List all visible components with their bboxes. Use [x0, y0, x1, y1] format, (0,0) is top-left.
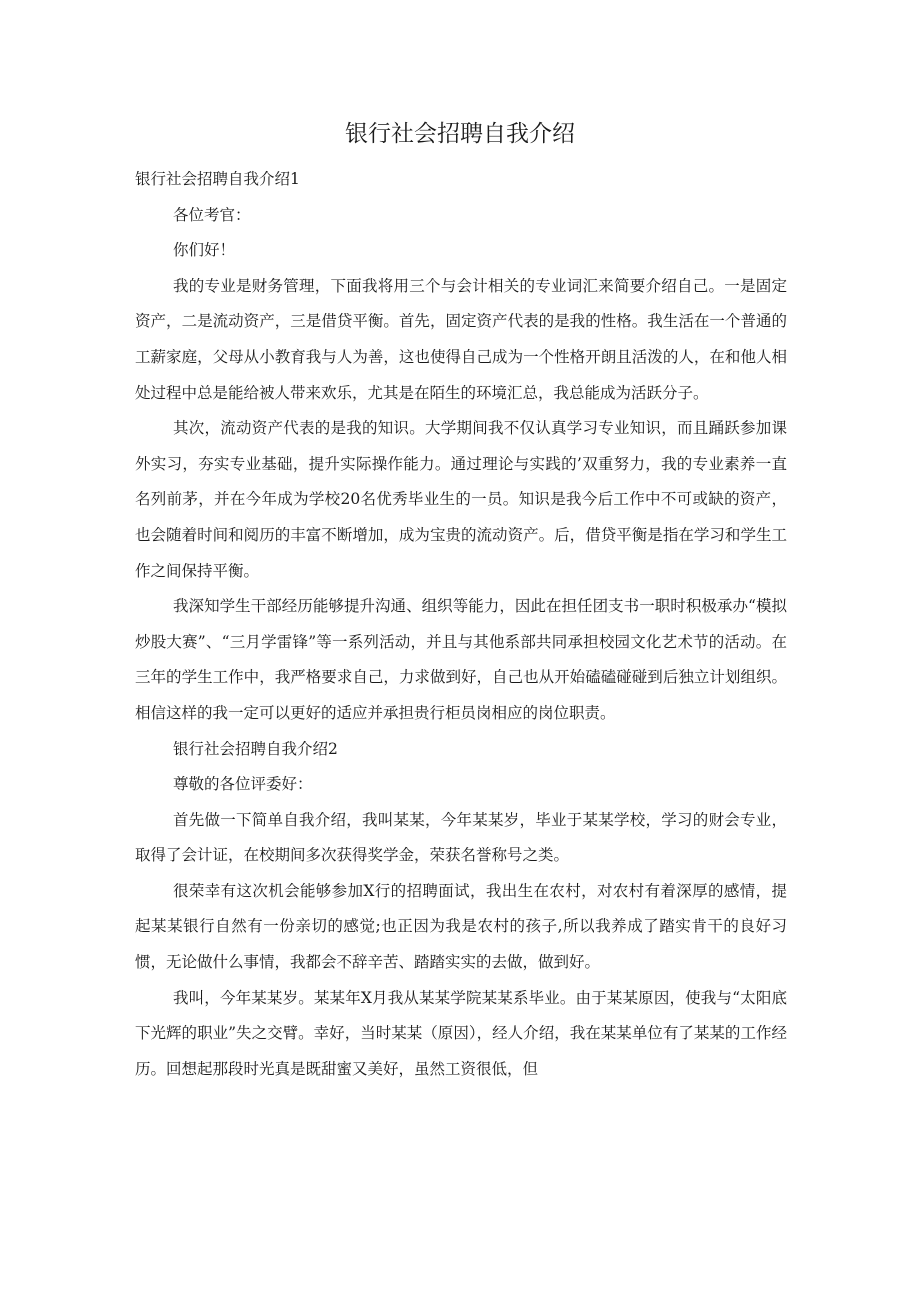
body-paragraph: 很荣幸有这次机会能够参加X行的招聘面试，我出生在农村，对农村有着深厚的感情，提起某某银行自然有一份亲切的感觉;也正因为我是农村的孩子,所以我养成了踏实肯干的良好习惯，无论做什么事情，我都会不辞辛苦、踏踏实实的去做，做到好。	[135, 881, 787, 972]
section-heading-2: 银行社会招聘自我介绍2	[173, 739, 338, 758]
body-paragraph: 我深知学生干部经历能够提升沟通、组织等能力，因此在担任团支书一职时积极承办“模拟炒股大赛”、“三月学雷锋”等一系列活动，并且与其他系部共同承担校园文化艺术节的活动。在三年的学生工作中，我严格要求自己，力求做到好，自己也从开始磕磕碰碰到后独立计划组织。相信这样的我一定可以更好的适应并承担贵行柜员岗相应的岗位职责。	[135, 597, 787, 722]
salutation: 各位考官：	[173, 205, 251, 224]
salutation: 尊敬的各位评委好：	[173, 775, 313, 794]
body-paragraph: 其次，流动资产代表的是我的知识。大学期间我不仅认真学习专业知识，而且踊跃参加课外实习，夯实专业基础，提升实际操作能力。通过理论与实践的’双重努力，我的专业素养一直名列前茅，并在今年成为学校20名优秀毕业生的一员。知识是我今后工作中不可或缺的资产，也会随着时间和阅历的丰富不断增加，成为宝贵的流动资产。后，借贷平衡是指在学习和学生工作之间保持平衡。	[135, 419, 787, 580]
body-paragraph: 我叫，今年某某岁。某某年X月我从某某学院某某系毕业。由于某某原因，使我与“太阳底下光辉的职业”失之交臂。幸好，当时某某（原因），经人介绍，我在某某单位有了某某的工作经历。回想起那段时光真是既甜蜜又美好，虽然工资很低，但	[135, 988, 787, 1078]
section-heading-1: 银行社会招聘自我介绍1	[135, 170, 300, 188]
body-paragraph: 首先做一下简单自我介绍，我叫某某，今年某某岁，毕业于某某学校，学习的财会专业，取得了会计证，在校期间多次获得奖学金，荣获名誉称号之类。	[135, 810, 787, 865]
greeting: 你们好！	[173, 241, 236, 260]
body-paragraph: 我的专业是财务管理，下面我将用三个与会计相关的专业词汇来简要介绍自己。一是固定资产，二是流动资产，三是借贷平衡。首先，固定资产代表的是我的性格。我生活在一个普通的工薪家庭，父母从小教育我与人为善，这也使得自己成为一个性格开朗且活泼的人，在和他人相处过程中总是能给被人带来欢乐，尤其是在陌生的环境汇总，我总能成为活跃分子。	[135, 276, 787, 402]
document-title: 银行社会招聘自我介绍	[345, 121, 575, 147]
document-body	[135, 162, 787, 1087]
